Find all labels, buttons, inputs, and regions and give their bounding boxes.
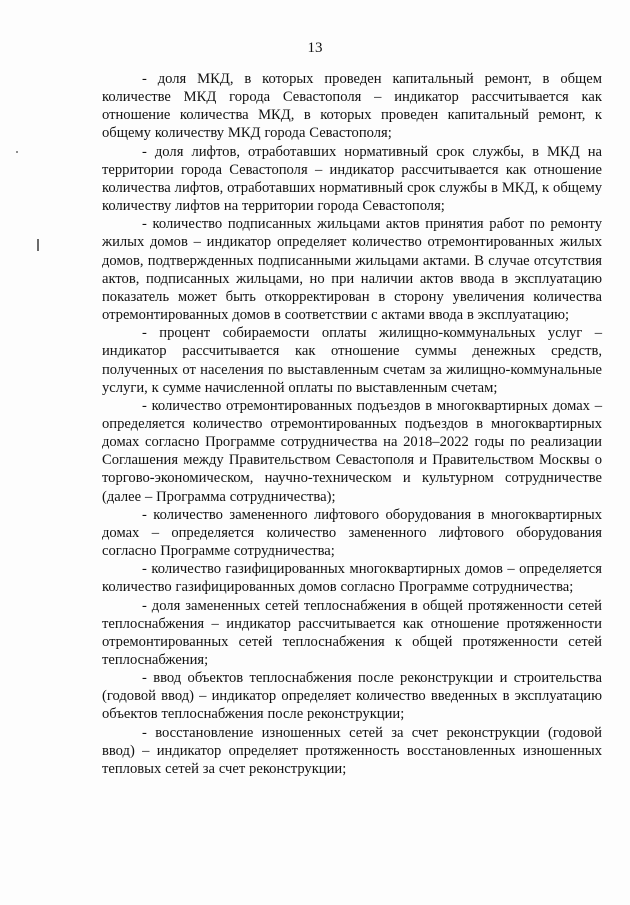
- scan-speck: [16, 151, 18, 153]
- scan-mark: [37, 239, 39, 251]
- paragraph-elevator-share: - доля лифтов, отработавших нормативный срок службы, в МКД на территории города Севастополя – индикатор рассчитывается как отношение количества лифтов, отработавших нормативный срок службы в МКД, к общему количеству лифтов на территории города Севастополя;: [102, 143, 602, 215]
- paragraph-payment-collection: - процент собираемости оплаты жилищно-коммунальных услуг – индикатор рассчитывается как отношение суммы денежных средств, полученных от населения по выставленным счетам за жилищно-коммунальные услуги, к сумме начисленной оплаты по выставленным счетам;: [102, 325, 602, 396]
- body-text: [102, 70, 602, 778]
- paragraph-repaired-entrances: - количество отремонтированных подъездов в многоквартирных домах – определяется количество отремонтированных подъездов в многоквартирных домах согласно Программе сотрудничества на 2018–2022 годы по реализации Соглашения между Правительством Севастополя и Правительством Москвы о торгово-экономическом, научно-техническом и культурном сотрудничестве (далее – Программа сотрудничества);: [102, 397, 602, 505]
- paragraph-heating-networks-share: - доля замененных сетей теплоснабжения в общей протяженности сетей теплоснабжения – индикатор рассчитывается как отношение протяженности отремонтированных сетей теплоснабжения к общей протяженности сетей теплоснабжения;: [102, 597, 602, 668]
- paragraph-networks-restoration: - восстановление изношенных сетей за счет реконструкции (годовой ввод) – индикатор определяет протяженность восстановленных изношенных тепловых сетей за счет реконструкции;: [102, 724, 602, 777]
- paragraph-replaced-elevators: - количество замененного лифтового оборудования в многоквартирных домах – определяется количество замененного лифтового оборудования согласно Программе сотрудничества;: [102, 506, 602, 560]
- paragraph-heating-objects-input: - ввод объектов теплоснабжения после реконструкции и строительства (годовой ввод) – индикатор определяет количество введенных в эксплуатацию объектов теплоснабжения после реконструкции;: [102, 670, 602, 723]
- paragraph-capital-repair-share: - доля МКД, в которых проведен капитальный ремонт, в общем количестве МКД города Севастополя – индикатор рассчитывается как отношение количества МКД, в которых проведен капитальный ремонт, к общему количеству МКД города Севастополя;: [102, 71, 602, 142]
- page-number: 13: [307, 40, 323, 56]
- paragraph-signed-acts: - количество подписанных жильцами актов принятия работ по ремонту жилых домов – индикатор определяет количество отремонтированных жилых домов, подтвержденных подписанными жильцами актами. В случае отсутствия актов, подписанных жильцами, но при наличии актов ввода в эксплуатацию показатель может быть откорректирован в сторону увеличения количества отремонтированных домов в соответствии с актами ввода в эксплуатацию;: [102, 216, 602, 324]
- paragraph-gasified-houses: - количество газифицированных многоквартирных домов – определяется количество газифицированных домов согласно Программе сотрудничества;: [102, 561, 602, 596]
